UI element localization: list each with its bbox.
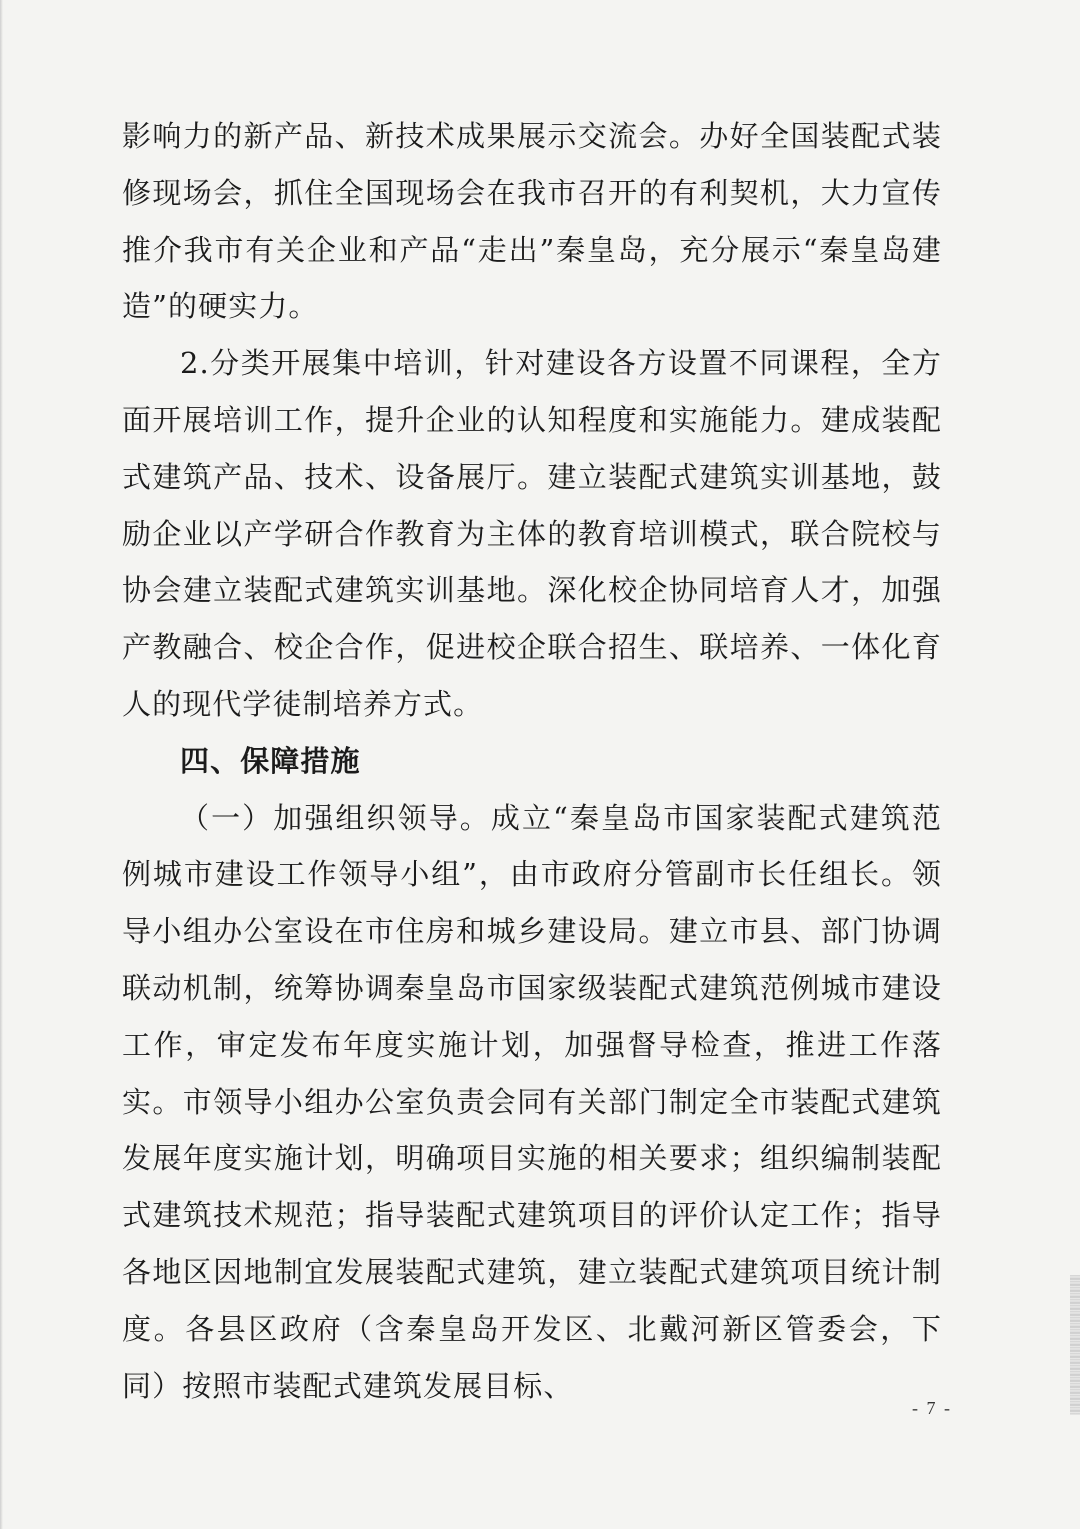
page-number: - 7 -: [912, 1398, 952, 1418]
paragraph-organization: （一）加强组织领导。成立“秦皇岛市国家装配式建筑范例城市建设工作领导小组”，由市政府分管副市长任组长。领导小组办公室设在市住房和城乡建设局。建立市县、部门协调联动机制，统筹协调秦皇岛市国家级装配式建筑范例城市建设工作，审定发布年度实施计划，加强督导检查，推进工作落实。市领导小组办公室负责会同有关部门制定全市装配式建筑发展年度实施计划，明确项目实施的相关要求；组织编制装配式建筑技术规范；指导装配式建筑项目的评价认定工作；指导各地区因地制宜发展装配式建筑，建立装配式建筑项目统计制度。各县区政府（含秦皇岛开发区、北戴河新区管委会，下同）按照市装配式建筑发展目标、: [122, 800, 942, 1403]
document-body: [122, 108, 942, 1414]
section-heading: 四、保障措施: [180, 743, 361, 778]
scan-artifact: [1070, 1275, 1080, 1415]
paragraph-continuation: 影响力的新产品、新技术成果展示交流会。办好全国装配式装修现场会，抓住全国现场会在我市召开的有利契机，大力宣传推介我市有关企业和产品“走出”秦皇岛，充分展示“秦皇岛建造”的硬实力。: [122, 119, 942, 324]
paragraph-training: 2.分类开展集中培训，针对建设各方设置不同课程，全方面开展培训工作，提升企业的认知程度和实施能力。建成装配式建筑产品、技术、设备展厅。建立装配式建筑实训基地，鼓励企业以产学研合作教育为主体的教育培训模式，联合院校与协会建立装配式建筑实训基地。深化校企协同培育人才，加强产教融合、校企合作，促进校企联合招生、联培养、一体化育人的现代学徒制培养方式。: [122, 346, 942, 721]
page-edge: [0, 0, 3, 1529]
